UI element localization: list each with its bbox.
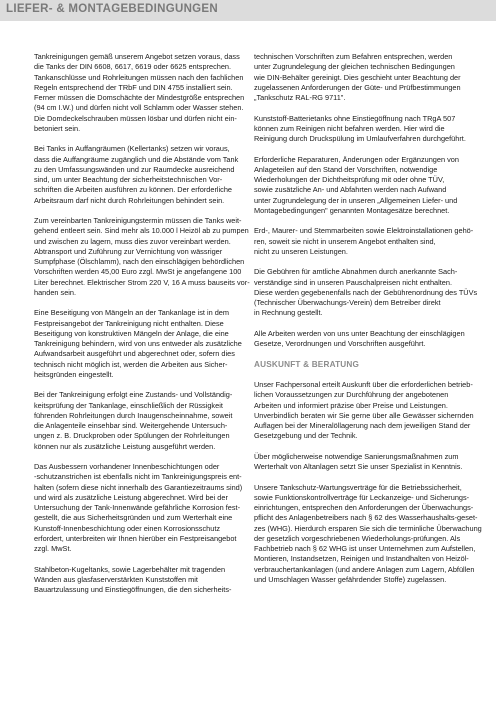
right-column-lower-text xyxy=(254,380,482,585)
text-line: in Rechnung gestellt. xyxy=(254,308,323,318)
text-line: sowie Funktionskontrollverträge für Leckanzeige- und Sicherungs- xyxy=(254,492,470,502)
text-line: Kunststoff-Batterietanks ohne Einstiegöffnung nach TRgA 507 xyxy=(254,113,456,123)
right-column xyxy=(254,52,482,595)
text-line: Beseitigung von konstruktiven Mängeln der Anlage, die eine xyxy=(34,328,229,338)
text-line: sind, um unter Beachtung der sicherheitstechnischen Vor- xyxy=(34,175,223,184)
left-column xyxy=(34,52,252,606)
text-line: Wänden aus glasfaserverstärkten Kunststoffen mit xyxy=(34,574,198,584)
text-line: führenden Rohrleitungen durch Inaugenscheinnahme, soweit xyxy=(34,410,233,420)
text-line: heitsgründen eingestellt. xyxy=(34,369,114,379)
text-line: verbrauchertankanlagen (und andere Anlagen zum Lagern, Abfüllen xyxy=(254,564,475,574)
paragraph xyxy=(34,216,252,298)
text-line: halten (sofern diese nicht innerhalb des Garantiezeitraums sind) xyxy=(34,482,243,492)
text-line: Fachbetrieb nach § 62 WHG ist unser Unternehmen zum Aufstellen, xyxy=(254,544,476,553)
text-line: Montieren, Instandsetzen, Reinigen und Instandhalten von Heizöl- xyxy=(254,554,469,564)
text-line: und zwischen zu lagern, muss dies zuvor vereinbart werden. xyxy=(34,236,231,246)
paragraph xyxy=(254,155,472,217)
text-line: erfordert, unterbreiten wir Ihnen hierüber ein Festpreisangebot xyxy=(34,533,237,543)
text-line: Unsere Tankschutz-Wartungsverträge für die Betriebssicherheit, xyxy=(254,482,462,492)
text-line: Stahlbeton-Kugeltanks, sowie Lagerbehälter mit tragenden xyxy=(34,564,226,574)
paragraph xyxy=(254,380,472,442)
paragraph xyxy=(254,267,478,318)
text-line: Über möglicherweise notwendige Sanierungsmaßnahmen zum xyxy=(254,451,459,461)
paragraph xyxy=(254,482,482,586)
text-line: Unser Fachpersonal erteilt Auskunft über die erforderlichen betrieb- xyxy=(254,380,473,389)
text-line: Bei Tanks in Auffangräumen (Kellertanks) setzen wir voraus, xyxy=(34,144,230,154)
text-line: Montagebedingungen" genannten Montagesätze berechnet. xyxy=(254,205,450,215)
text-line: Vorschriften werden 45,00 Euro zzgl. MwSt je angefangene 100 xyxy=(34,267,242,277)
text-line: Bei der Tankreinigung erfolgt eine Zustands- und Vollständig- xyxy=(34,390,233,400)
text-line: Tankanschlüsse und Rohrleitungen müssen nach den fachlichen xyxy=(34,72,244,82)
text-line: die Tanks der DIN 6608, 6617, 6619 oder 6625 entsprechen. xyxy=(34,62,232,72)
text-line: Werterhalt von Altanlagen setzt Sie unser Spezialist in Kenntnis. xyxy=(254,462,463,471)
paragraph xyxy=(34,52,252,134)
text-line: Die Gebühren für amtliche Abnahmen durch anerkannte Sach- xyxy=(254,267,458,277)
text-line: betoniert sein. xyxy=(34,123,81,133)
text-line: sowie zusätzliche An- und Abfahrten werden nach Aufwand xyxy=(254,185,447,195)
text-line: Alle Arbeiten werden von uns unter Beachtung der einschlägigen xyxy=(254,328,465,338)
text-line: Bauartzulassung und Einstiegöffnungen, die den sicherheits- xyxy=(34,585,232,594)
text-line: Festpreisangebot der Tankreinigung nicht enthalten. Diese xyxy=(34,318,224,328)
text-line: Gesetze, Verordnungen und Vorschriften ausgeführt. xyxy=(254,339,426,348)
title-bar xyxy=(0,0,496,21)
text-line: Sumpfphase (Ölschlamm), nach den einschlägigen behördlichen xyxy=(34,257,245,266)
page-title: LIEFER- & MONTAGEBEDINGUNGEN xyxy=(6,3,218,15)
paragraph xyxy=(254,452,472,473)
text-line: Regeln entsprechend der TRbF und DIN 4755 installiert sein. xyxy=(34,82,233,92)
paragraph xyxy=(34,390,252,452)
text-line: wie DIN-Behälter gereinigt. Dies geschieht unter Beachtung der xyxy=(254,72,461,82)
text-line: Abtransport und Zuführung zur Vernichtung von wässriger xyxy=(34,246,223,256)
text-line: Zum vereinbarten Tankreinigungstermin müssen die Tanks weit- xyxy=(34,216,242,225)
paragraph xyxy=(34,565,252,596)
text-line: gehend entleert sein. Sind mehr als 10.000 l Heizöl ab zu pumpen xyxy=(34,226,249,236)
text-line: die Anlagenteile einsehbar sind. Weitergehende Untersuch- xyxy=(34,421,228,430)
text-line: Untersuchung der Tank-Innenwände gefährliche Korrosion fest- xyxy=(34,503,241,512)
text-line: Arbeitsraum darf nicht durch Rohrleitungen behindert sein. xyxy=(34,195,225,205)
text-line: technisch nicht möglich ist, werden die Arbeiten aus Sicher- xyxy=(34,359,228,369)
text-line: Kunstoff-Innenbeschichtung oder einen Korrosionsschutz xyxy=(34,523,221,533)
text-line: Reinigung durch Druckspülung im Umlaufverfahren durchgeführt. xyxy=(254,134,466,143)
text-line: Arbeiten und informiert präzise über Preise und Leistungen. xyxy=(254,400,448,410)
text-line: (Technischer Überwachungs-Verein) dem Betreiber direkt xyxy=(254,298,441,307)
right-column-upper-text xyxy=(254,52,478,349)
text-line: zes (WHG). Hierdurch ersparen Sie sich die terminliche Überwachung xyxy=(254,523,482,533)
text-line: Gesetzgebung und der Technik. xyxy=(254,431,358,441)
text-line: -schutzanstrichen ist ebenfalls nicht im Tankreinigungspreis ent- xyxy=(34,472,242,482)
text-line: Das Ausbessern vorhandener Innenbeschichtungen oder xyxy=(34,462,220,471)
text-line: handen sein. xyxy=(34,287,77,297)
text-line: Aufwandsarbeit ausgeführt und abgerechnet oder, sofern dies xyxy=(34,349,235,359)
text-line: Wiederholungen der Dichtheitsprüfung mit oder ohne TÜV, xyxy=(254,175,445,184)
text-line: verständige sind in unseren Pauschalpreisen nicht enthalten. xyxy=(254,277,453,287)
text-line: lichen Voraussetzungen zur Durchführung der angebotenen xyxy=(254,390,449,400)
text-line: Liter berechnet. Elektrischer Strom 220 V, 16 A muss bauseits vor- xyxy=(34,277,250,287)
text-line: Tankreinigungen gemäß unserem Angebot setzen voraus, dass xyxy=(34,52,240,61)
text-line: technischen Vorschriften zum Befahren entsprechen, werden xyxy=(254,52,453,61)
paragraph xyxy=(254,226,472,257)
text-line: Auflagen bei der Mineralöllagerung nach dem jeweiligen Stand der xyxy=(254,421,471,430)
text-line: schriften die Arbeiten ausführen zu können. Der erforderliche xyxy=(34,185,232,195)
text-line: unter Zugrundelegung der gleichen technischen Bedingungen xyxy=(254,62,455,72)
section-heading-auskunft-beratung: AUSKUNFT & BERATUNG xyxy=(254,359,360,369)
text-line: Unverbindlich beraten wir Sie gerne über alle Gewässer sichernden xyxy=(254,410,474,420)
paragraph xyxy=(34,462,252,554)
text-line: der gesetzlich vorgeschriebenen Wiederholungs-prüfungen. Als xyxy=(254,533,461,543)
text-line: können zum Reinigen nicht befahren werden. Hier wird die xyxy=(254,123,445,133)
paragraph xyxy=(254,329,472,350)
text-line: Erd-, Maurer- und Stemmarbeiten sowie Elektroinstallationen gehö- xyxy=(254,226,474,236)
text-line: pflicht des Anlagenbetreibers nach § 62 des Wasserhaushalts-geset- xyxy=(254,513,478,523)
text-line: zugelassenen Anforderungen der Güte- und Prüfbestimmungen xyxy=(254,82,461,92)
text-line: nicht zu unseren Leistungen. xyxy=(254,246,348,256)
text-line: zzgl. MwSt. xyxy=(34,544,72,553)
text-line: Eine Beseitigung von Mängeln an der Tankanlage ist in dem xyxy=(34,308,230,318)
text-line: unter Zugrundelegung der in unseren „Allgemeinen Liefer- und xyxy=(254,195,458,205)
paragraph xyxy=(34,144,252,206)
text-line: ren, soweit sie nicht in unserem Angebot enthalten sind, xyxy=(254,236,436,246)
text-line: zu den Umfassungswänden und zur Raumdecke ausreichend xyxy=(34,164,235,174)
text-line: keitsprüfung der Tankanlage, einschließlich der Rüssigkeit xyxy=(34,400,223,410)
text-line: Diese werden gegebenenfalls nach der Gebührenordnung des TÜVs xyxy=(254,287,478,297)
text-line: Tankreinigung behindern, wird von uns entweder als zusätzliche xyxy=(34,339,242,348)
text-line: „Tankschutz RAL-RG 9711". xyxy=(254,93,346,102)
text-line: Erforderliche Reparaturen, Änderungen oder Ergänzungen von xyxy=(254,154,459,164)
text-line: Anlageteilen auf den Stand der Vorschriften, notwendige xyxy=(254,164,438,174)
text-line: ungen z. B. Druckproben oder Spülungen der Rohrleitungen xyxy=(34,431,230,441)
paragraph xyxy=(254,52,472,103)
text-line: einrichtungen, entsprechen den Anforderungen der Überwachungs- xyxy=(254,503,474,512)
text-line: (94 cm I.W.) und dürfen nicht voll Schlamm oder Wasser stehen. xyxy=(34,103,244,113)
text-line: dass die Auffangräume zugänglich und die Abstände vom Tank xyxy=(34,154,239,164)
text-line: können nur als zusätzliche Leistung ausgeführt werden. xyxy=(34,441,216,451)
text-line: und wird als zusätzliche Leistung abgerechnet. Wird bei der xyxy=(34,492,228,502)
text-line: gestellt, die aus Sicherheitsgründen und zum Werterhalt eine xyxy=(34,513,233,523)
text-line: Die Domdeckelschrauben müssen lösbar und dürfen nicht ein- xyxy=(34,113,237,123)
paragraph xyxy=(34,308,252,380)
text-line: und Umschlagen Wasser gefährdender Stoffe) zugelassen. xyxy=(254,574,447,584)
paragraph xyxy=(254,114,472,145)
text-line: Ferner müssen die Domschächte der Mindestgröße entsprechen xyxy=(34,93,245,102)
